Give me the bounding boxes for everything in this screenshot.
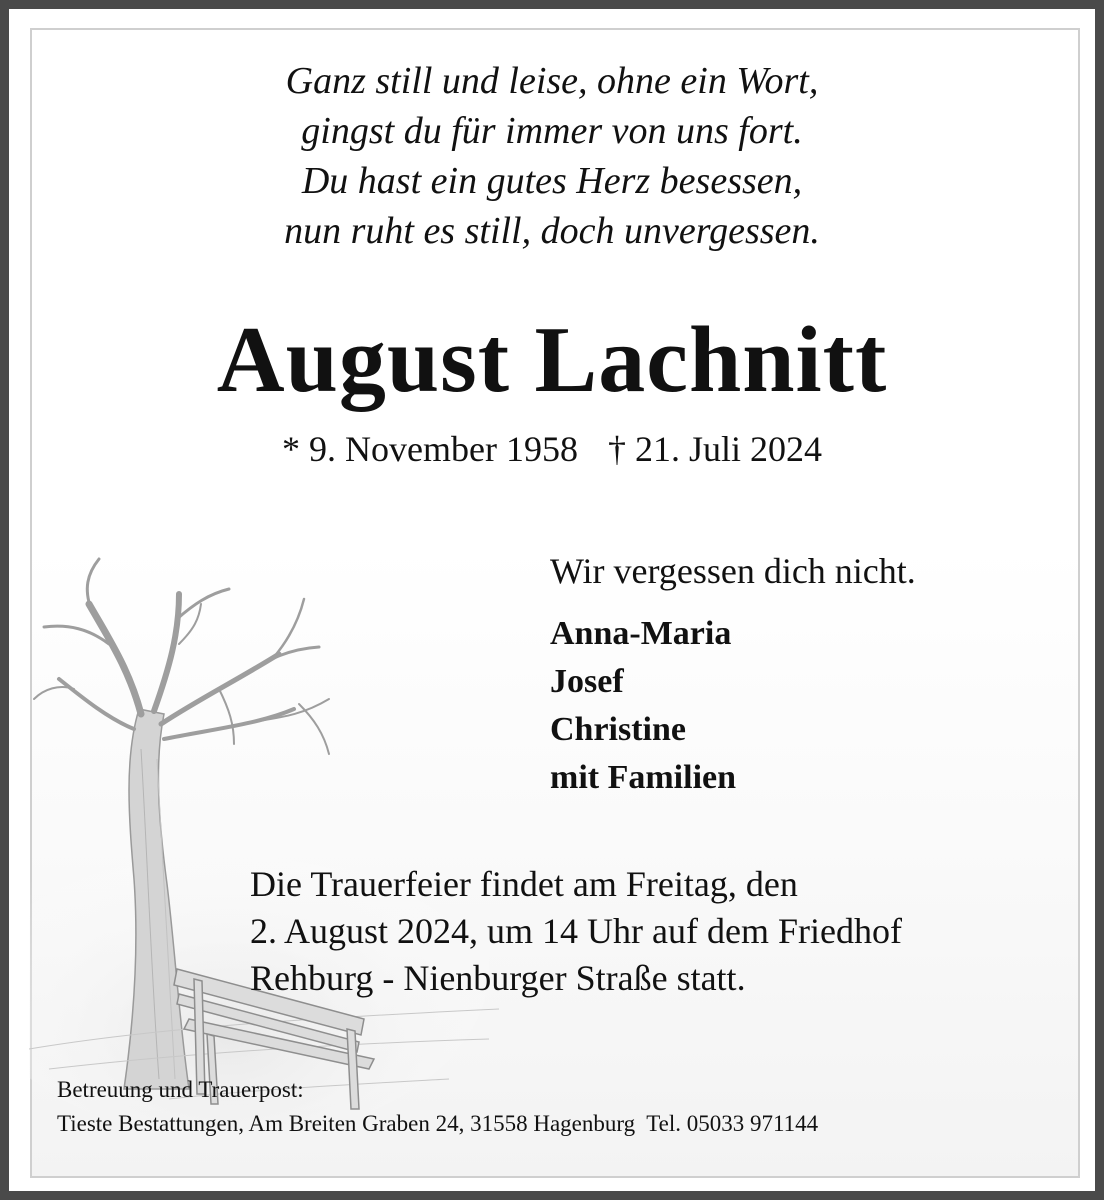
funeral-line: Die Trauerfeier findet am Freitag, den (250, 864, 798, 904)
undertaker-footer (57, 1073, 818, 1141)
remembrance-text: Wir vergessen dich nicht. (550, 551, 916, 591)
family-list (550, 610, 736, 802)
family-member: Christine (550, 711, 686, 748)
poem-line: Ganz still und leise, ohne ein Wort, (285, 60, 819, 102)
tree-bench-illustration (29, 549, 509, 1129)
family-member: Josef (550, 663, 624, 700)
poem (9, 56, 1095, 256)
family-member: mit Familien (550, 759, 737, 796)
family-member: Anna-Maria (550, 615, 732, 652)
footer-heading: Betreuung und Trauerpost: (57, 1077, 304, 1102)
funeral-line: Rehburg - Nienburger Straße statt. (250, 958, 746, 998)
poem-line: nun ruht es still, doch unvergessen. (284, 210, 820, 252)
death-date: † 21. Juli 2024 (607, 429, 822, 469)
poem-line: gingst du für immer von uns fort. (301, 110, 803, 152)
birth-date: * 9. November 1958 (282, 429, 578, 469)
funeral-info (250, 861, 902, 1002)
life-dates (9, 427, 1095, 471)
funeral-line: 2. August 2024, um 14 Uhr auf dem Friedhof (250, 911, 902, 951)
obituary-notice (9, 9, 1095, 1191)
footer-address: Tieste Bestattungen, Am Breiten Graben 24, 31558 Hagenburg Tel. 05033 971144 (57, 1111, 819, 1136)
deceased-name: August Lachnitt (216, 308, 888, 412)
poem-line: Du hast ein gutes Herz besessen, (301, 160, 803, 202)
